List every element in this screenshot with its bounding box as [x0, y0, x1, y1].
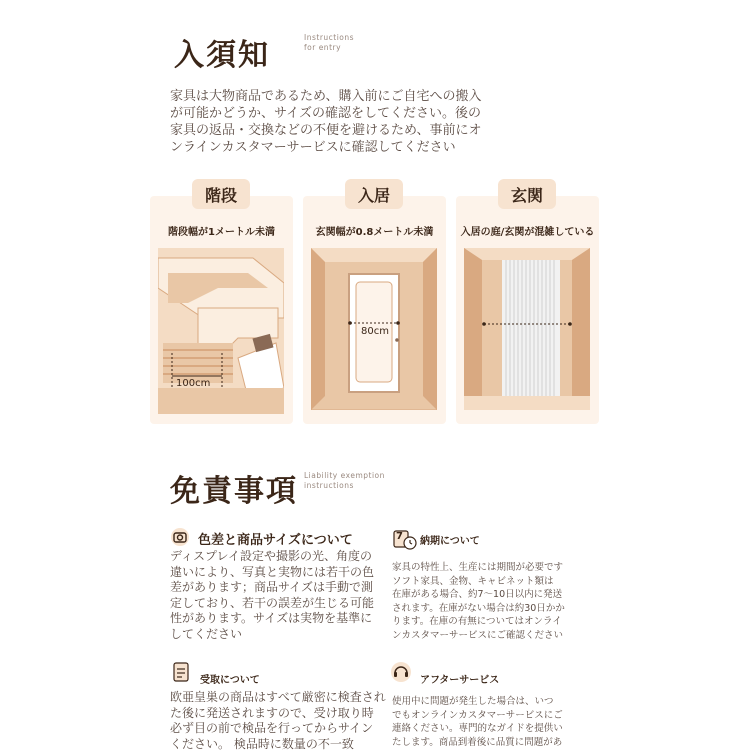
card-title-stairs: 階段 — [192, 179, 250, 209]
liability-subtitle-line2: instructions — [304, 481, 385, 491]
aftersales-line: 連絡ください。専門的なガイドを提供い — [392, 722, 592, 736]
intro-line: 家具の返品・交換などの不便を避けるため、事前にオ — [170, 122, 600, 139]
page-subtitle — [304, 33, 354, 53]
color-line: 違いにより、写真と実物には若干の色 — [170, 565, 400, 581]
section-body-color — [170, 549, 400, 642]
receipt-line: 必ず目の前で検品を行ってからサイン — [170, 721, 410, 737]
color-line: 定しており、若干の誤差が生じる可能 — [170, 596, 400, 612]
foyer-illustration — [464, 248, 590, 410]
delivery-line: 在庫がある場合、約7〜10日以内に発送 — [392, 588, 592, 602]
liability-subtitle — [304, 471, 385, 491]
section-body-aftersales — [392, 695, 592, 749]
receipt-line: 欧亜皇巣の商品はすべて厳密に検査され — [170, 690, 410, 706]
card-desc-entrance: 玄関幅が0.8メートル未満 — [303, 223, 446, 238]
delivery-badge: 7 — [396, 531, 403, 542]
stairs-measure: 100cm — [176, 378, 210, 389]
aftersales-line: でもオンラインカスタマーサービスにご — [392, 709, 592, 723]
liability-title: 免責事項 — [170, 466, 298, 510]
page-subtitle-line2: for entry — [304, 43, 354, 53]
receipt-line: た後に発送されますので、受け取り時 — [170, 706, 410, 722]
delivery-line: ります。在庫の有無についてはオンライ — [392, 615, 592, 629]
headset-icon — [389, 660, 413, 684]
delivery-line: されます。在庫がない場合は約30日かか — [392, 602, 592, 616]
color-line: ディスプレイ設定や撮影の光、角度の — [170, 549, 400, 565]
delivery-line: ンカスタマーサービスにご確認ください — [392, 629, 592, 643]
section-body-receipt — [170, 690, 410, 752]
camera-icon — [170, 527, 190, 547]
intro-line: 家具は大物商品であるため、購入前にご自宅への搬入 — [170, 88, 600, 105]
color-line: してください — [170, 627, 400, 643]
card-desc-foyer: 入居の庭/玄関が混雑している — [456, 223, 599, 238]
section-title-aftersales: アフターサービス — [420, 671, 499, 686]
page-title: 入須知 — [174, 30, 270, 74]
delivery-line: ソフト家具、金物、キャビネット類は — [392, 575, 592, 589]
intro-paragraph — [170, 88, 600, 156]
clipboard-icon — [170, 660, 192, 684]
liability-subtitle-line1: Liability exemption — [304, 471, 385, 481]
aftersales-line: 使用中に問題が発生した場合は、いつ — [392, 695, 592, 709]
aftersales-line: たします。商品到着後に品質に問題があ — [392, 736, 592, 750]
section-title-color: 色差と商品サイズについて — [198, 529, 353, 548]
section-title-delivery: 納期について — [420, 532, 480, 547]
intro-line: が可能かどうか、サイズの確認をしてください。後の — [170, 105, 600, 122]
receipt-line: ください。 検品時に数量の不一致 — [170, 737, 410, 752]
section-body-delivery — [392, 561, 592, 642]
section-title-receipt: 受取について — [200, 671, 260, 686]
card-title-foyer: 玄関 — [498, 179, 556, 209]
card-desc-stairs: 階段幅が1メートル未満 — [150, 223, 293, 238]
delivery-line: 家具の特性上、生産には期間が必要です — [392, 561, 592, 575]
entrance-measure: 80cm — [361, 326, 389, 337]
color-line: 性があります。サイズは実物を基準に — [170, 611, 400, 627]
stairs-illustration — [158, 248, 284, 414]
color-line: 差があります；商品サイズは手動で測 — [170, 580, 400, 596]
intro-line: ンラインカスタマーサービスに確認してください — [170, 139, 600, 156]
card-title-entrance: 入居 — [345, 179, 403, 209]
page-subtitle-line1: Instructions — [304, 33, 354, 43]
